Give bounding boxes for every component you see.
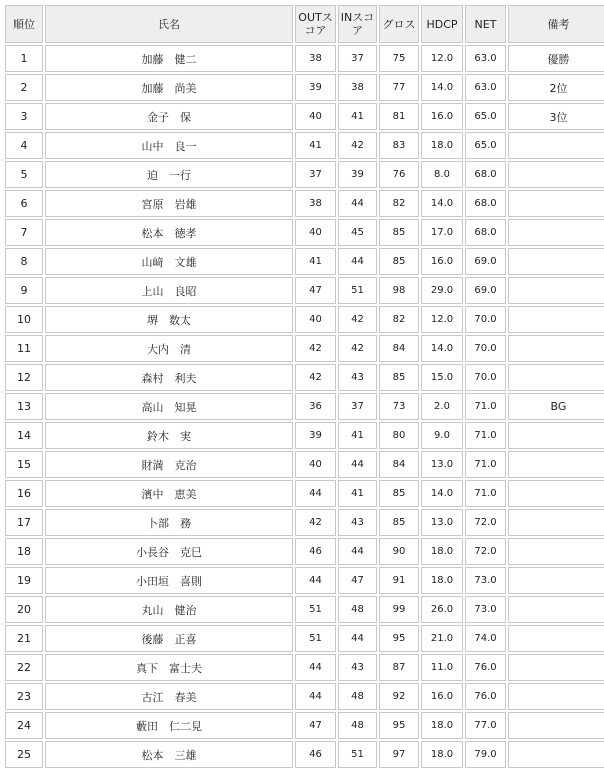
name-cell: 山﨑 文雄 xyxy=(45,248,293,275)
in-score-cell: 43 xyxy=(338,509,377,536)
note-cell xyxy=(508,190,604,217)
header-row xyxy=(5,5,604,43)
out-score-cell: 46 xyxy=(295,538,336,565)
rank-cell: 4 xyxy=(5,132,43,159)
net-cell: 68.0 xyxy=(465,190,506,217)
net-cell: 72.0 xyxy=(465,538,506,565)
results-table-header xyxy=(5,5,604,43)
rank-cell: 20 xyxy=(5,596,43,623)
in-score-cell: 38 xyxy=(338,74,377,101)
in-score-cell: 51 xyxy=(338,741,377,768)
hdcp-cell: 11.0 xyxy=(421,654,463,681)
table-row xyxy=(5,451,604,478)
name-cell: 上山 良昭 xyxy=(45,277,293,304)
gross-cell: 95 xyxy=(379,712,419,739)
net-cell: 65.0 xyxy=(465,103,506,130)
net-cell: 63.0 xyxy=(465,74,506,101)
hdcp-cell: 14.0 xyxy=(421,74,463,101)
name-cell: 高山 知晃 xyxy=(45,393,293,420)
header-out-score: OUTスコア xyxy=(295,5,336,43)
gross-cell: 82 xyxy=(379,306,419,333)
note-cell: 3位 xyxy=(508,103,604,130)
gross-cell: 82 xyxy=(379,190,419,217)
note-cell xyxy=(508,741,604,768)
gross-cell: 81 xyxy=(379,103,419,130)
rank-cell: 24 xyxy=(5,712,43,739)
out-score-cell: 41 xyxy=(295,248,336,275)
table-row xyxy=(5,306,604,333)
hdcp-cell: 12.0 xyxy=(421,306,463,333)
rank-cell: 17 xyxy=(5,509,43,536)
note-cell: BG xyxy=(508,393,604,420)
note-cell xyxy=(508,683,604,710)
table-row xyxy=(5,509,604,536)
gross-cell: 84 xyxy=(379,335,419,362)
name-cell: 丸山 健治 xyxy=(45,596,293,623)
rank-cell: 15 xyxy=(5,451,43,478)
gross-cell: 87 xyxy=(379,654,419,681)
table-row xyxy=(5,393,604,420)
rank-cell: 11 xyxy=(5,335,43,362)
hdcp-cell: 16.0 xyxy=(421,103,463,130)
rank-cell: 3 xyxy=(5,103,43,130)
name-cell: 金子 保 xyxy=(45,103,293,130)
gross-cell: 91 xyxy=(379,567,419,594)
table-row xyxy=(5,219,604,246)
hdcp-cell: 21.0 xyxy=(421,625,463,652)
table-row xyxy=(5,596,604,623)
in-score-cell: 42 xyxy=(338,335,377,362)
out-score-cell: 47 xyxy=(295,277,336,304)
note-cell xyxy=(508,219,604,246)
header-hdcp: HDCP xyxy=(421,5,463,43)
net-cell: 71.0 xyxy=(465,451,506,478)
table-row xyxy=(5,538,604,565)
note-cell xyxy=(508,277,604,304)
in-score-cell: 48 xyxy=(338,683,377,710)
name-cell: 小田垣 喜則 xyxy=(45,567,293,594)
name-cell: 山中 良一 xyxy=(45,132,293,159)
net-cell: 74.0 xyxy=(465,625,506,652)
name-cell: 堺 数太 xyxy=(45,306,293,333)
name-cell: 大内 清 xyxy=(45,335,293,362)
in-score-cell: 44 xyxy=(338,190,377,217)
rank-cell: 8 xyxy=(5,248,43,275)
name-cell: 加藤 健二 xyxy=(45,45,293,72)
table-row xyxy=(5,161,604,188)
table-row xyxy=(5,335,604,362)
net-cell: 76.0 xyxy=(465,683,506,710)
hdcp-cell: 16.0 xyxy=(421,683,463,710)
hdcp-cell: 14.0 xyxy=(421,335,463,362)
out-score-cell: 37 xyxy=(295,161,336,188)
gross-cell: 84 xyxy=(379,451,419,478)
hdcp-cell: 18.0 xyxy=(421,567,463,594)
hdcp-cell: 26.0 xyxy=(421,596,463,623)
hdcp-cell: 2.0 xyxy=(421,393,463,420)
name-cell: 古江 春美 xyxy=(45,683,293,710)
out-score-cell: 39 xyxy=(295,422,336,449)
out-score-cell: 42 xyxy=(295,364,336,391)
name-cell: 迫 一行 xyxy=(45,161,293,188)
rank-cell: 16 xyxy=(5,480,43,507)
net-cell: 73.0 xyxy=(465,567,506,594)
header-rank: 順位 xyxy=(5,5,43,43)
note-cell xyxy=(508,451,604,478)
table-row xyxy=(5,103,604,130)
gross-cell: 77 xyxy=(379,74,419,101)
in-score-cell: 41 xyxy=(338,422,377,449)
in-score-cell: 44 xyxy=(338,451,377,478)
net-cell: 71.0 xyxy=(465,393,506,420)
gross-cell: 99 xyxy=(379,596,419,623)
note-cell xyxy=(508,654,604,681)
net-cell: 65.0 xyxy=(465,132,506,159)
table-row xyxy=(5,480,604,507)
note-cell xyxy=(508,306,604,333)
gross-cell: 83 xyxy=(379,132,419,159)
note-cell xyxy=(508,625,604,652)
hdcp-cell: 8.0 xyxy=(421,161,463,188)
note-cell xyxy=(508,712,604,739)
header-in-score: INスコア xyxy=(338,5,377,43)
hdcp-cell: 18.0 xyxy=(421,741,463,768)
out-score-cell: 44 xyxy=(295,654,336,681)
in-score-cell: 48 xyxy=(338,596,377,623)
name-cell: 小長谷 克巳 xyxy=(45,538,293,565)
note-cell xyxy=(508,132,604,159)
gross-cell: 95 xyxy=(379,625,419,652)
note-cell xyxy=(508,422,604,449)
net-cell: 71.0 xyxy=(465,480,506,507)
name-cell: 濱中 恵美 xyxy=(45,480,293,507)
rank-cell: 9 xyxy=(5,277,43,304)
out-score-cell: 40 xyxy=(295,219,336,246)
table-row xyxy=(5,248,604,275)
rank-cell: 2 xyxy=(5,74,43,101)
hdcp-cell: 16.0 xyxy=(421,248,463,275)
rank-cell: 23 xyxy=(5,683,43,710)
hdcp-cell: 9.0 xyxy=(421,422,463,449)
out-score-cell: 40 xyxy=(295,451,336,478)
in-score-cell: 37 xyxy=(338,45,377,72)
in-score-cell: 42 xyxy=(338,132,377,159)
table-row xyxy=(5,712,604,739)
name-cell: 財満 克治 xyxy=(45,451,293,478)
rank-cell: 18 xyxy=(5,538,43,565)
out-score-cell: 47 xyxy=(295,712,336,739)
name-cell: 松本 徳孝 xyxy=(45,219,293,246)
name-cell: 真下 富士夫 xyxy=(45,654,293,681)
in-score-cell: 45 xyxy=(338,219,377,246)
out-score-cell: 51 xyxy=(295,596,336,623)
in-score-cell: 44 xyxy=(338,538,377,565)
in-score-cell: 48 xyxy=(338,712,377,739)
gross-cell: 92 xyxy=(379,683,419,710)
name-cell: 宮原 岩雄 xyxy=(45,190,293,217)
note-cell: 優勝 xyxy=(508,45,604,72)
net-cell: 76.0 xyxy=(465,654,506,681)
net-cell: 77.0 xyxy=(465,712,506,739)
in-score-cell: 43 xyxy=(338,364,377,391)
rank-cell: 14 xyxy=(5,422,43,449)
in-score-cell: 41 xyxy=(338,480,377,507)
rank-cell: 12 xyxy=(5,364,43,391)
header-net: NET xyxy=(465,5,506,43)
gross-cell: 85 xyxy=(379,219,419,246)
gross-cell: 75 xyxy=(379,45,419,72)
out-score-cell: 44 xyxy=(295,480,336,507)
out-score-cell: 36 xyxy=(295,393,336,420)
table-row xyxy=(5,277,604,304)
gross-cell: 98 xyxy=(379,277,419,304)
in-score-cell: 44 xyxy=(338,248,377,275)
gross-cell: 85 xyxy=(379,509,419,536)
rank-cell: 21 xyxy=(5,625,43,652)
rank-cell: 22 xyxy=(5,654,43,681)
hdcp-cell: 12.0 xyxy=(421,45,463,72)
note-cell xyxy=(508,480,604,507)
rank-cell: 5 xyxy=(5,161,43,188)
rank-cell: 25 xyxy=(5,741,43,768)
out-score-cell: 38 xyxy=(295,45,336,72)
results-table xyxy=(3,3,604,770)
header-name: 氏名 xyxy=(45,5,293,43)
note-cell xyxy=(508,596,604,623)
in-score-cell: 51 xyxy=(338,277,377,304)
header-note: 備考 xyxy=(508,5,604,43)
rank-cell: 13 xyxy=(5,393,43,420)
in-score-cell: 43 xyxy=(338,654,377,681)
table-row xyxy=(5,422,604,449)
note-cell xyxy=(508,538,604,565)
table-row xyxy=(5,683,604,710)
in-score-cell: 47 xyxy=(338,567,377,594)
hdcp-cell: 17.0 xyxy=(421,219,463,246)
table-row xyxy=(5,190,604,217)
hdcp-cell: 14.0 xyxy=(421,480,463,507)
header-gross: グロス xyxy=(379,5,419,43)
rank-cell: 6 xyxy=(5,190,43,217)
name-cell: 鈴木 実 xyxy=(45,422,293,449)
net-cell: 70.0 xyxy=(465,364,506,391)
hdcp-cell: 13.0 xyxy=(421,509,463,536)
net-cell: 63.0 xyxy=(465,45,506,72)
net-cell: 69.0 xyxy=(465,277,506,304)
net-cell: 69.0 xyxy=(465,248,506,275)
note-cell: 2位 xyxy=(508,74,604,101)
gross-cell: 80 xyxy=(379,422,419,449)
in-score-cell: 37 xyxy=(338,393,377,420)
out-score-cell: 44 xyxy=(295,683,336,710)
results-table-body xyxy=(5,45,604,768)
name-cell: 卜部 務 xyxy=(45,509,293,536)
rank-cell: 1 xyxy=(5,45,43,72)
table-row xyxy=(5,654,604,681)
table-row xyxy=(5,741,604,768)
hdcp-cell: 18.0 xyxy=(421,712,463,739)
gross-cell: 73 xyxy=(379,393,419,420)
note-cell xyxy=(508,364,604,391)
hdcp-cell: 18.0 xyxy=(421,538,463,565)
in-score-cell: 41 xyxy=(338,103,377,130)
out-score-cell: 44 xyxy=(295,567,336,594)
table-row xyxy=(5,132,604,159)
name-cell: 後藤 正喜 xyxy=(45,625,293,652)
note-cell xyxy=(508,248,604,275)
gross-cell: 97 xyxy=(379,741,419,768)
table-row xyxy=(5,625,604,652)
net-cell: 73.0 xyxy=(465,596,506,623)
hdcp-cell: 13.0 xyxy=(421,451,463,478)
out-score-cell: 51 xyxy=(295,625,336,652)
in-score-cell: 44 xyxy=(338,625,377,652)
hdcp-cell: 29.0 xyxy=(421,277,463,304)
out-score-cell: 42 xyxy=(295,509,336,536)
table-row xyxy=(5,74,604,101)
note-cell xyxy=(508,161,604,188)
hdcp-cell: 15.0 xyxy=(421,364,463,391)
hdcp-cell: 18.0 xyxy=(421,132,463,159)
table-row xyxy=(5,364,604,391)
in-score-cell: 42 xyxy=(338,306,377,333)
note-cell xyxy=(508,567,604,594)
net-cell: 68.0 xyxy=(465,219,506,246)
gross-cell: 76 xyxy=(379,161,419,188)
rank-cell: 10 xyxy=(5,306,43,333)
out-score-cell: 41 xyxy=(295,132,336,159)
out-score-cell: 40 xyxy=(295,103,336,130)
gross-cell: 90 xyxy=(379,538,419,565)
net-cell: 71.0 xyxy=(465,422,506,449)
gross-cell: 85 xyxy=(379,364,419,391)
net-cell: 68.0 xyxy=(465,161,506,188)
note-cell xyxy=(508,335,604,362)
table-row xyxy=(5,567,604,594)
name-cell: 加藤 尚美 xyxy=(45,74,293,101)
table-row xyxy=(5,45,604,72)
out-score-cell: 46 xyxy=(295,741,336,768)
hdcp-cell: 14.0 xyxy=(421,190,463,217)
rank-cell: 7 xyxy=(5,219,43,246)
net-cell: 70.0 xyxy=(465,306,506,333)
name-cell: 松本 三雄 xyxy=(45,741,293,768)
in-score-cell: 39 xyxy=(338,161,377,188)
rank-cell: 19 xyxy=(5,567,43,594)
out-score-cell: 42 xyxy=(295,335,336,362)
out-score-cell: 38 xyxy=(295,190,336,217)
name-cell: 藪田 仁二見 xyxy=(45,712,293,739)
net-cell: 70.0 xyxy=(465,335,506,362)
out-score-cell: 39 xyxy=(295,74,336,101)
name-cell: 森村 利夫 xyxy=(45,364,293,391)
gross-cell: 85 xyxy=(379,248,419,275)
note-cell xyxy=(508,509,604,536)
gross-cell: 85 xyxy=(379,480,419,507)
net-cell: 72.0 xyxy=(465,509,506,536)
net-cell: 79.0 xyxy=(465,741,506,768)
out-score-cell: 40 xyxy=(295,306,336,333)
